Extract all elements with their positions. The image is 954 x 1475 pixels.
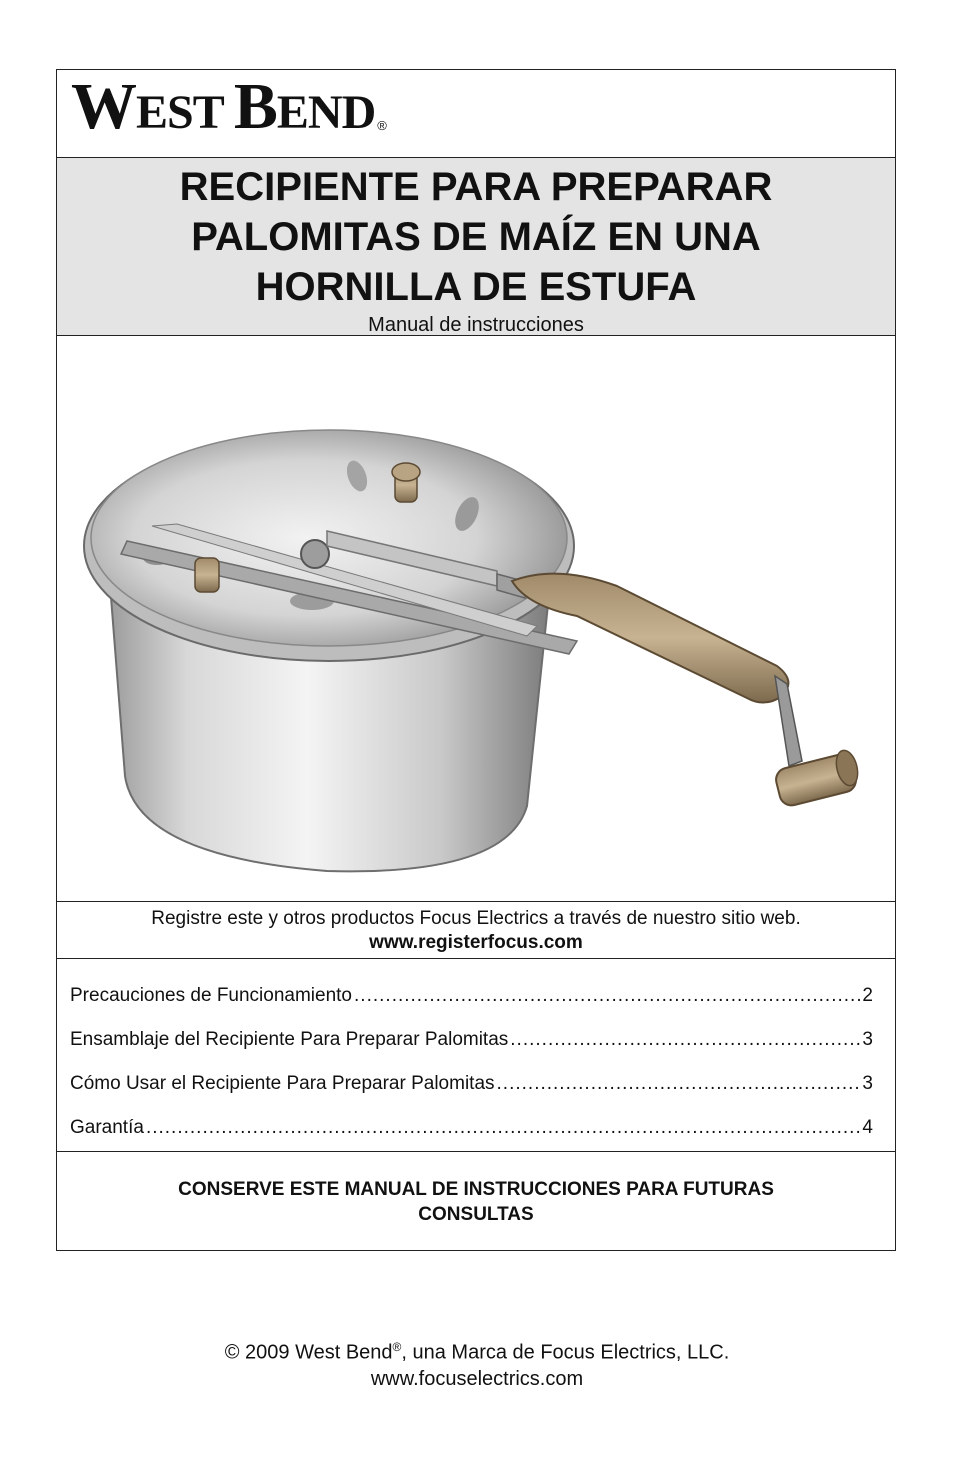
west-bend-logo: WEST BEND ®: [71, 70, 386, 143]
copyright-text: 2009 West Bend: [245, 1341, 393, 1364]
toc-entry-page: 4: [862, 1117, 873, 1138]
document-title: [57, 158, 895, 312]
toc-entry-ensamblaje[interactable]: [70, 1029, 873, 1051]
registered-mark: ®: [377, 118, 386, 133]
copyright-tail: , una Marca de Focus Electrics, LLC.: [401, 1341, 730, 1364]
registered-mark: ®: [392, 1340, 402, 1354]
manual-cover-frame: [56, 69, 896, 1251]
registration-link[interactable]: www.registerfocus.com: [369, 932, 583, 953]
popcorn-popper-illustration: [57, 336, 895, 902]
toc-entry-label: Ensamblaje del Recipiente Para Preparar Palomitas: [70, 1029, 509, 1050]
toc-entry-label: Garantía: [70, 1117, 144, 1138]
registration-section: [57, 902, 895, 959]
copyright-line: [0, 1334, 954, 1366]
registration-text: Registre este y otros productos Focus Electrics a través de nuestro sitio web.: [151, 908, 801, 929]
toc-entry-page: 2: [862, 985, 873, 1006]
toc-entry-label: Precauciones de Funcionamiento: [70, 985, 353, 1006]
toc-entry-label: Cómo Usar el Recipiente Para Preparar Palomitas: [70, 1073, 495, 1094]
title-section: [57, 158, 895, 336]
keep-manual-notice: CONSERVE ESTE MANUAL DE INSTRUCCIONES PARA FUTURAS CONSULTAS: [178, 1179, 774, 1225]
title-line-1: RECIPIENTE PARA PREPARAR: [179, 165, 773, 209]
toc-entry-precauciones[interactable]: [70, 985, 873, 1007]
logo-section: [57, 70, 895, 158]
title-line-3: HORNILLA DE ESTUFA: [255, 265, 697, 309]
keep-manual-notice-section: [57, 1152, 895, 1252]
toc-leader: [354, 985, 860, 1007]
document-subtitle: Manual de instrucciones: [368, 314, 584, 336]
toc-entry-garantia[interactable]: [70, 1117, 873, 1139]
product-photo-section: [57, 336, 895, 902]
toc-leader: [497, 1073, 861, 1095]
toc-leader: [510, 1029, 860, 1051]
footer: [0, 1334, 954, 1392]
table-of-contents: [57, 959, 895, 1152]
toc-entry-page: 3: [862, 1029, 873, 1050]
copyright-symbol: ©: [224, 1341, 240, 1364]
toc-entry-page: 3: [862, 1073, 873, 1094]
footer-website-link[interactable]: www.focuselectrics.com: [370, 1367, 584, 1390]
toc-leader: [146, 1117, 860, 1139]
toc-entry-como-usar[interactable]: [70, 1073, 873, 1095]
title-line-2: PALOMITAS DE MAÍZ EN UNA: [191, 215, 761, 259]
